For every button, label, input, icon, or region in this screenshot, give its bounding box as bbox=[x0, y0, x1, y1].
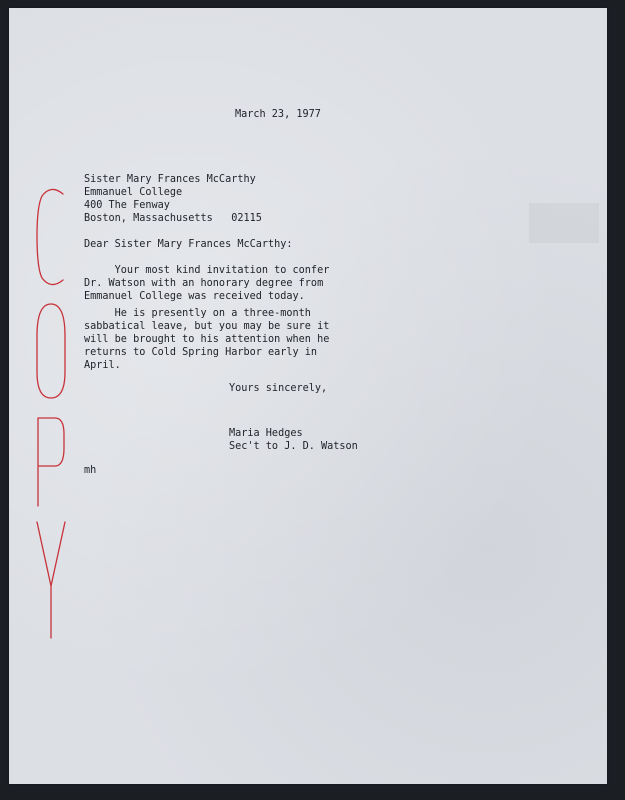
paragraph-2-line: will be brought to his attention when he bbox=[84, 334, 330, 345]
letter-date: March 23, 1977 bbox=[235, 109, 321, 120]
recipient-institution: Emmanuel College bbox=[84, 187, 183, 198]
copy-stamp bbox=[33, 186, 69, 646]
recipient-street: 400 The Fenway bbox=[84, 200, 170, 211]
paragraph-2-line: sabbatical leave, but you may be sure it bbox=[84, 321, 330, 332]
stamp-letter-y bbox=[37, 522, 65, 638]
copy-stamp-graphic bbox=[33, 186, 69, 646]
letter-paper bbox=[9, 8, 607, 784]
signature-title: Sec't to J. D. Watson bbox=[229, 441, 358, 452]
paragraph-1-line: Emmanuel College was received today. bbox=[84, 291, 305, 302]
salutation: Dear Sister Mary Frances McCarthy: bbox=[84, 239, 293, 250]
stamp-letter-o bbox=[37, 304, 65, 398]
paragraph-2-line: April. bbox=[84, 360, 121, 371]
signature-name: Maria Hedges bbox=[229, 428, 303, 439]
recipient-city: Boston, Massachusetts 02115 bbox=[84, 213, 262, 224]
paragraph-1-line: Dr. Watson with an honorary degree from bbox=[84, 278, 324, 289]
recipient-name: Sister Mary Frances McCarthy bbox=[84, 174, 256, 185]
paragraph-1-line: Your most kind invitation to confer bbox=[84, 265, 330, 276]
typist-initials: mh bbox=[84, 465, 97, 476]
closing: Yours sincerely, bbox=[229, 383, 328, 394]
stamp-letter-c bbox=[37, 189, 63, 284]
stamp-letter-p bbox=[38, 418, 64, 506]
paragraph-2-line: returns to Cold Spring Harbor early in bbox=[84, 347, 318, 358]
paragraph-2-line: He is presently on a three-month bbox=[84, 308, 311, 319]
bleed-through-mark bbox=[529, 203, 599, 243]
